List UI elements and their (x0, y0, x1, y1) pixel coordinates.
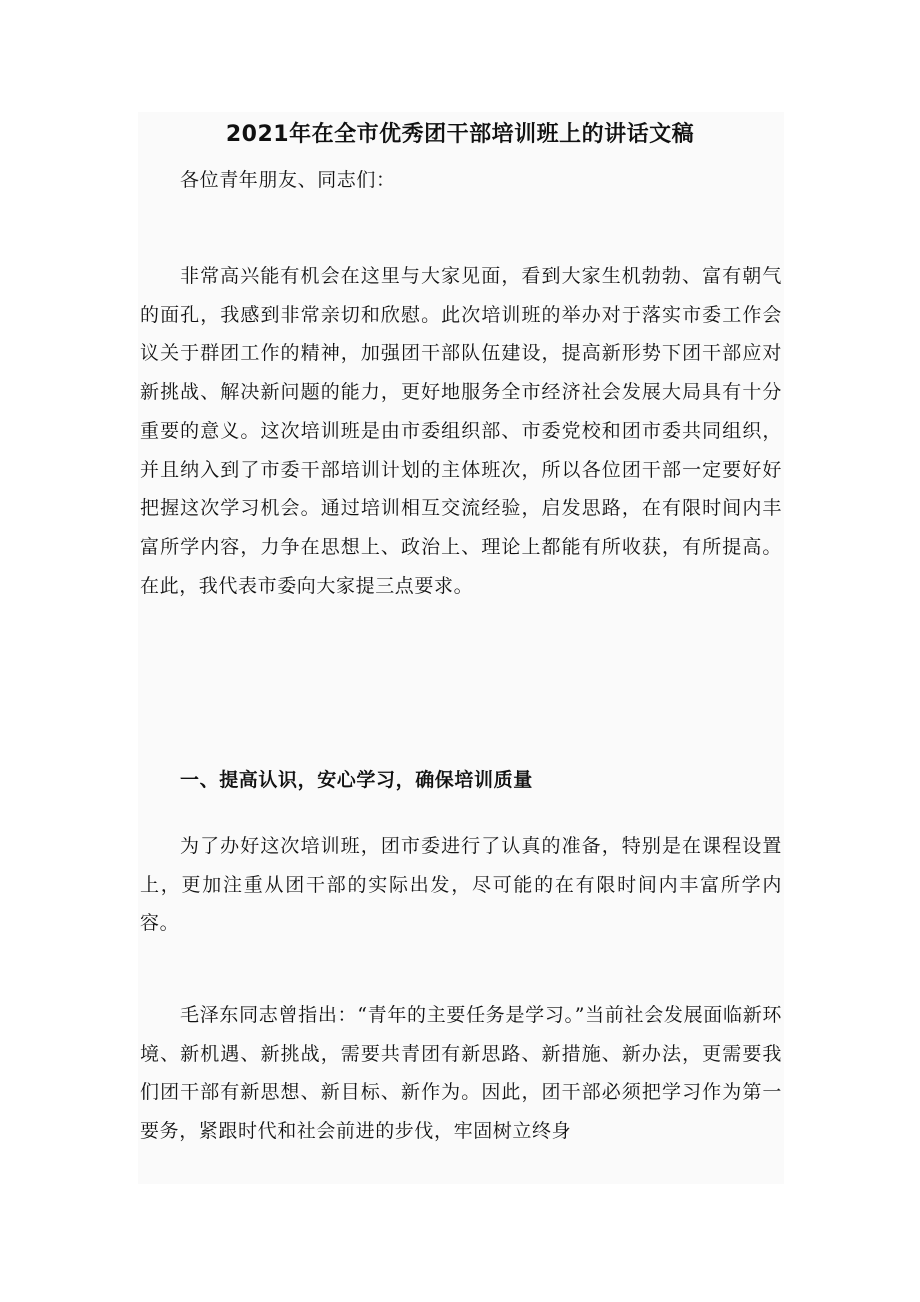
greeting: 各位青年朋友、同志们： (180, 169, 396, 191)
document-title: 2021年在全市优秀团干部培训班上的讲话文稿 (225, 122, 695, 147)
paragraph-study-duty: 毛泽东同志曾指出：“青年的主要任务是学习。”当前社会发展面临新环境、新机遇、新挑战，需要共青团有新思路、新措施、新办法，更需要我们团干部有新思想、新目标、新作为。因此，团干部必须把学习作为第一要务，紧跟时代和社会前进的步伐，牢固树立终身 (140, 1004, 782, 1143)
paragraph-intro: 非常高兴能有机会在这里与大家见面，看到大家生机勃勃、富有朝气的面孔，我感到非常亲切和欣慰。此次培训班的举办对于落实市委工作会议关于群团工作的精神，加强团干部队伍建设，提高新形势下团干部应对新挑战、解决新问题的能力，更好地服务全市经济社会发展大局具有十分重要的意义。这次培训班是由市委组织部、市委党校和团市委共同组织，并且纳入到了市委干部培训计划的主体班次，所以各位团干部一定要好好把握这次学习机会。通过培训相互交流经验，启发思路，在有限时间内丰富所学内容，力争在思想上、政治上、理论上都能有所收获，有所提高。在此，我代表市委向大家提三点要求。 (140, 265, 782, 597)
paragraph-training-prep: 为了办好这次培训班，团市委进行了认真的准备，特别是在课程设置上，更加注重从团干部的实际出发，尽可能的在有限时间内丰富所学内容。 (140, 835, 782, 935)
section-heading: 一、提高认识，安心学习，确保培训质量 (180, 769, 533, 791)
